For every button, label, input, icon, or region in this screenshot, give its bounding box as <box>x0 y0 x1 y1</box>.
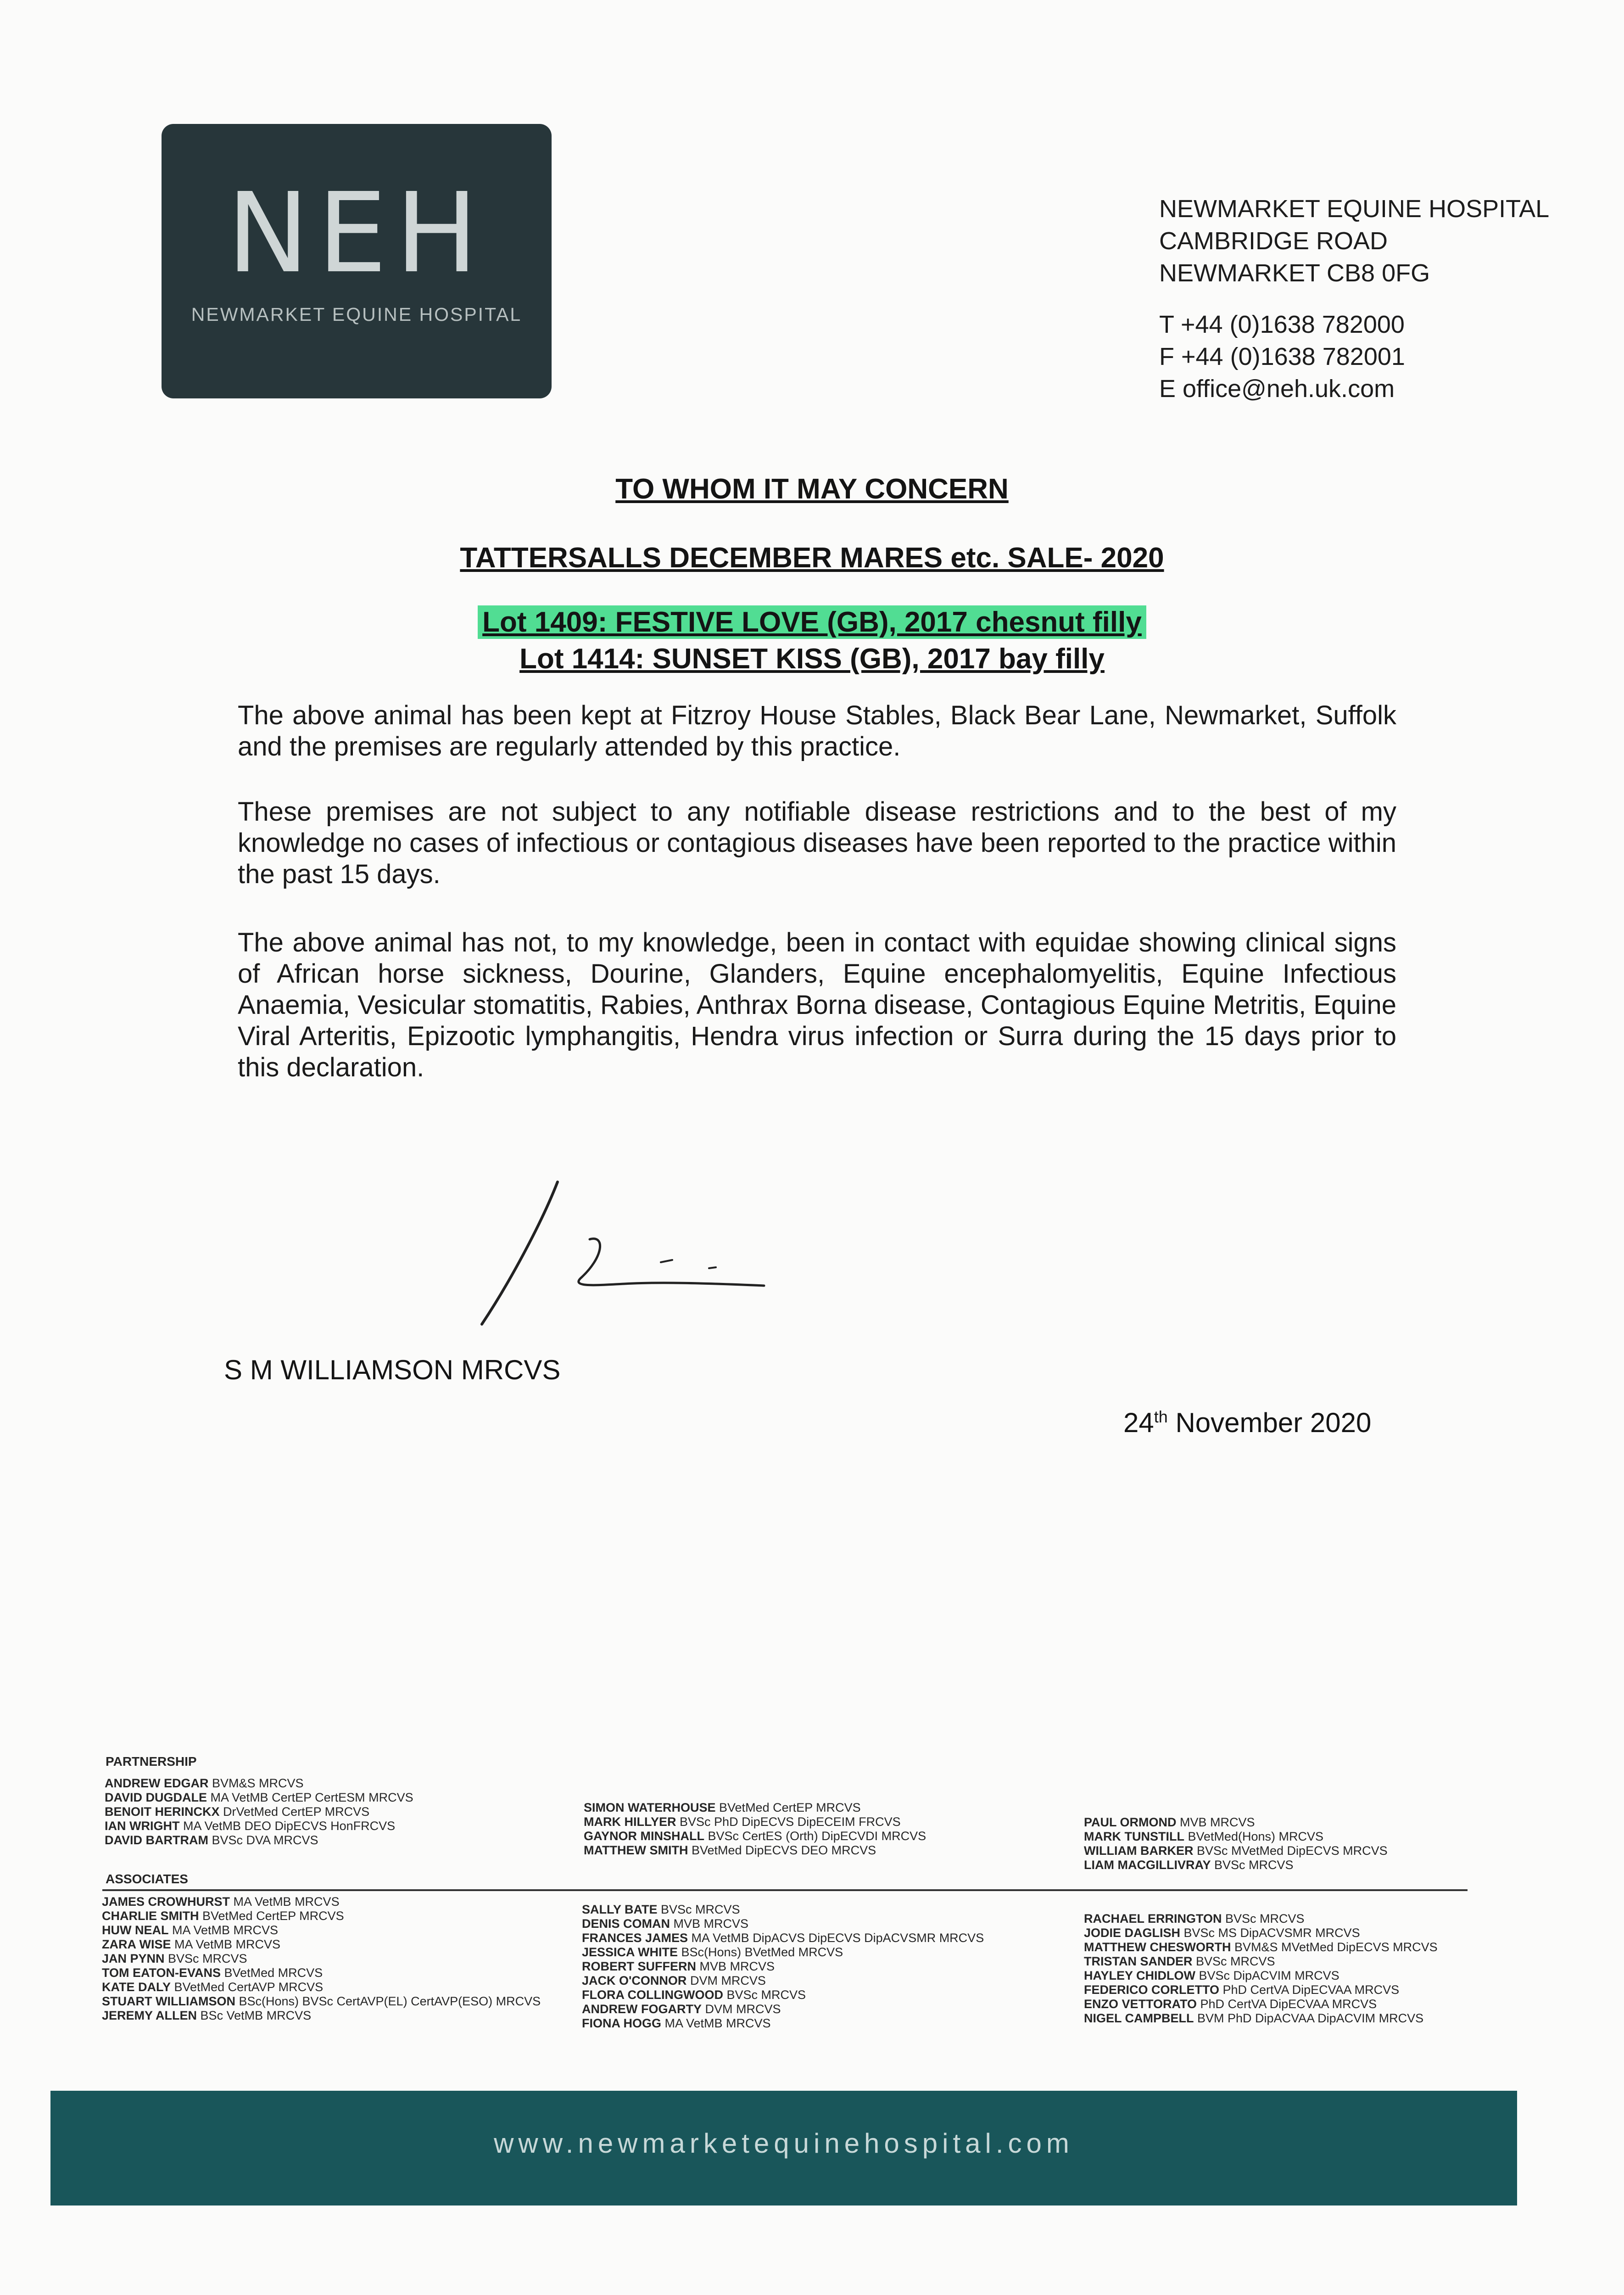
staff-qualifications: BVSc MRCVS <box>723 1988 806 2002</box>
staff-member <box>1084 1815 1388 1830</box>
fax-number: F +44 (0)1638 782001 <box>1159 343 1405 370</box>
staff-name: TRISTAN SANDER <box>1084 1954 1193 1968</box>
staff-name: BENOIT HERINCKX <box>105 1805 220 1819</box>
heading-sale: TATTERSALLS DECEMBER MARES etc. SALE- 2020 <box>460 542 1164 574</box>
address-line-1: NEWMARKET EQUINE HOSPITAL <box>1159 195 1550 223</box>
staff-qualifications: BSc(Hons) BVetMed MRCVS <box>678 1945 843 1959</box>
staff-name: JACK O'CONNOR <box>582 1974 687 1987</box>
staff-name: HAYLEY CHIDLOW <box>1084 1969 1196 1982</box>
staff-member <box>582 1917 984 1931</box>
staff-qualifications: MVB MRCVS <box>1176 1815 1255 1829</box>
staff-member <box>102 1966 541 1980</box>
staff-qualifications: BVSc MRCVS <box>164 1952 247 1965</box>
staff-name: ENZO VETTORATO <box>1084 1997 1197 2011</box>
staff-member <box>1084 1969 1438 1983</box>
staff-qualifications: BVetMed CertEP MRCVS <box>715 1801 861 1814</box>
staff-member <box>102 1980 541 1994</box>
staff-member <box>582 1988 984 2002</box>
staff-name: CHARLIE SMITH <box>102 1909 199 1923</box>
staff-qualifications: BVSc MS DipACVSMR MRCVS <box>1180 1926 1360 1940</box>
staff-member <box>582 2002 984 2016</box>
staff-qualifications: DVM MRCVS <box>701 2002 781 2016</box>
staff-qualifications: BSc VetMB MRCVS <box>197 2009 312 2022</box>
staff-member <box>1084 1954 1438 1969</box>
staff-qualifications: BSc(Hons) BVSc CertAVP(EL) CertAVP(ESO) MRCVS <box>235 1994 541 2008</box>
staff-name: DENIS COMAN <box>582 1917 670 1931</box>
staff-member <box>105 1791 413 1805</box>
staff-name: MARK TUNSTILL <box>1084 1830 1184 1843</box>
staff-name: JAN PYNN <box>102 1952 165 1965</box>
staff-name: STUART WILLIAMSON <box>102 1994 235 2008</box>
staff-name: FLORA COLLINGWOOD <box>582 1988 723 2002</box>
staff-qualifications: BVM PhD DipACVAA DipACVIM MRCVS <box>1194 2011 1424 2025</box>
footer-website: www.newmarketequinehospital.com <box>494 2128 1074 2159</box>
associates-title: ASSOCIATES <box>106 1872 188 1886</box>
partnership-title: PARTNERSHIP <box>106 1754 197 1769</box>
associates-column-2 <box>582 1903 984 2031</box>
logo-mark: NEH <box>227 169 486 297</box>
staff-member <box>1084 2011 1438 2026</box>
staff-qualifications: BVSc MRCVS <box>1192 1954 1275 1968</box>
staff-member <box>1084 1912 1438 1926</box>
staff-member <box>102 1923 541 1937</box>
staff-name: DAVID DUGDALE <box>105 1791 207 1804</box>
staff-qualifications: BVSc CertES (Orth) DipECVDI MRCVS <box>704 1829 926 1843</box>
staff-name: NIGEL CAMPBELL <box>1084 2011 1194 2025</box>
staff-qualifications: MA VetMB MRCVS <box>168 1923 279 1937</box>
staff-member <box>1084 1940 1438 1954</box>
staff-qualifications: BVM&S MVetMed DipECVS MRCVS <box>1231 1940 1438 1954</box>
staff-member <box>1084 1844 1388 1858</box>
staff-member <box>582 2016 984 2031</box>
staff-qualifications: BVSc DipACVIM MRCVS <box>1195 1969 1339 1982</box>
staff-qualifications: BVetMed(Hons) MRCVS <box>1184 1830 1324 1843</box>
staff-qualifications: MA VetMB DipACVS DipECVS DipACVSMR MRCVS <box>688 1931 984 1945</box>
address-line-2: CAMBRIDGE ROAD <box>1159 227 1388 255</box>
staff-name: JAMES CROWHURST <box>102 1895 230 1909</box>
heading-lot-1414: Lot 1414: SUNSET KISS (GB), 2017 bay filly <box>519 643 1105 675</box>
staff-name: FEDERICO CORLETTO <box>1084 1983 1220 1997</box>
staff-qualifications: DrVetMed CertEP MRCVS <box>219 1805 370 1819</box>
staff-member <box>1084 1858 1388 1872</box>
lot-1409-highlight: Lot 1409: FESTIVE LOVE (GB), 2017 chesnut filly <box>478 605 1146 639</box>
staff-name: PAUL ORMOND <box>1084 1815 1177 1829</box>
staff-name: MATTHEW CHESWORTH <box>1084 1940 1231 1954</box>
staff-qualifications: BVSc DVA MRCVS <box>208 1833 318 1847</box>
staff-member <box>1084 1997 1438 2011</box>
staff-name: FRANCES JAMES <box>582 1931 688 1945</box>
staff-qualifications: BVSc MRCVS <box>1211 1858 1294 1872</box>
staff-divider <box>102 1889 1468 1891</box>
footer-banner <box>50 2091 1517 2205</box>
staff-member <box>102 2009 541 2023</box>
signatory-name: S M WILLIAMSON MRCVS <box>224 1355 561 1385</box>
staff-qualifications: BVM&S MRCVS <box>208 1776 304 1790</box>
staff-qualifications: BVSc PhD DipECVS DipECEIM FRCVS <box>676 1815 901 1829</box>
staff-qualifications: MA VetMB DEO DipECVS HonFRCVS <box>179 1819 396 1833</box>
staff-member <box>1084 1926 1438 1940</box>
staff-qualifications: BVetMed CertAVP MRCVS <box>171 1980 324 1994</box>
staff-qualifications: MVB MRCVS <box>670 1917 749 1931</box>
staff-member <box>105 1805 413 1819</box>
staff-qualifications: PhD CertVA DipECVAA MRCVS <box>1197 1997 1377 2011</box>
staff-name: JEREMY ALLEN <box>102 2009 197 2022</box>
neh-logo <box>162 124 552 398</box>
staff-name: KATE DALY <box>102 1980 171 1994</box>
staff-name: RACHAEL ERRINGTON <box>1084 1912 1222 1926</box>
staff-name: JESSICA WHITE <box>582 1945 678 1959</box>
staff-member <box>584 1829 926 1843</box>
staff-qualifications: MA VetMB MRCVS <box>661 2016 771 2030</box>
staff-qualifications: PhD CertVA DipECVAA MRCVS <box>1219 1983 1400 1997</box>
staff-name: SALLY BATE <box>582 1903 658 1916</box>
staff-name: ANDREW FOGARTY <box>582 2002 702 2016</box>
staff-member <box>1084 1983 1438 1997</box>
staff-name: GAYNOR MINSHALL <box>584 1829 705 1843</box>
staff-qualifications: BVetMed MRCVS <box>221 1966 323 1980</box>
paragraph-stables: The above animal has been kept at Fitzroy House Stables, Black Bear Lane, Newmarket, Suffolk and the premises are regularly attended by this practice. <box>238 700 1396 761</box>
phone-number: T +44 (0)1638 782000 <box>1159 311 1405 338</box>
staff-name: ZARA WISE <box>102 1937 171 1951</box>
staff-qualifications: MA VetMB MRCVS <box>171 1937 281 1951</box>
staff-name: SIMON WATERHOUSE <box>584 1801 716 1814</box>
staff-qualifications: BVetMed DipECVS DEO MRCVS <box>688 1843 876 1857</box>
heading-lot-1409 <box>0 606 1624 638</box>
hospital-address <box>1159 193 1549 405</box>
staff-member <box>105 1833 413 1847</box>
paragraph-contact: The above animal has not, to my knowledge, been in contact with equidae showing clinical signs of African horse sickness, Dourine, Glanders, Equine encephalomyelitis, Equine Infectious Anaemia, Vesicular stomatitis, Rabies, Anthrax Borna disease, Contagious Equine Metritis, Equine Viral Arteritis, Epizootic lymphangitis, Hendra virus infection or Surra during the 15 days prior to this declaration. <box>238 928 1396 1082</box>
staff-member <box>584 1843 926 1858</box>
heading-to-whom: TO WHOM IT MAY CONCERN <box>615 473 1009 505</box>
staff-member <box>102 1895 541 1909</box>
staff-member <box>582 1945 984 1959</box>
staff-qualifications: MVB MRCVS <box>696 1959 775 1973</box>
staff-member <box>582 1974 984 1988</box>
staff-name: MARK HILLYER <box>584 1815 676 1829</box>
staff-member <box>102 1952 541 1966</box>
handwritten-signature <box>463 1173 803 1343</box>
associates-column-3 <box>1084 1912 1438 2026</box>
staff-qualifications: BVetMed CertEP MRCVS <box>199 1909 344 1923</box>
staff-member <box>582 1959 984 1974</box>
partners-column-3 <box>1084 1815 1388 1872</box>
address-line-3: NEWMARKET CB8 0FG <box>1159 259 1430 287</box>
staff-member <box>102 1937 541 1952</box>
staff-name: ANDREW EDGAR <box>105 1776 209 1790</box>
staff-member <box>582 1903 984 1917</box>
staff-member <box>584 1815 926 1829</box>
staff-name: HUW NEAL <box>102 1923 169 1937</box>
staff-qualifications: BVSc MRCVS <box>657 1903 740 1916</box>
email-address: E office@neh.uk.com <box>1159 375 1395 403</box>
letter-date: 24th November 2020 <box>1123 1407 1372 1438</box>
staff-qualifications: MA VetMB MRCVS <box>230 1895 340 1909</box>
staff-member <box>102 1994 541 2009</box>
staff-member <box>105 1819 413 1833</box>
paragraph-premises: These premises are not subject to any notifiable disease restrictions and to the best of my knowledge no cases of infectious or contagious diseases have been reported to the practice within the past 15 days. <box>238 797 1396 889</box>
staff-name: LIAM MACGILLIVRAY <box>1084 1858 1211 1872</box>
partners-column-2 <box>584 1801 926 1858</box>
staff-name: ROBERT SUFFERN <box>582 1959 696 1973</box>
staff-member <box>105 1776 413 1791</box>
staff-name: DAVID BARTRAM <box>105 1833 208 1847</box>
staff-qualifications: DVM MRCVS <box>686 1974 766 1987</box>
staff-name: JODIE DAGLISH <box>1084 1926 1181 1940</box>
associates-column-1 <box>102 1895 541 2023</box>
staff-member <box>1084 1830 1388 1844</box>
staff-name: FIONA HOGG <box>582 2016 661 2030</box>
staff-member <box>584 1801 926 1815</box>
staff-name: IAN WRIGHT <box>105 1819 180 1833</box>
staff-qualifications: BVSc MRCVS <box>1222 1912 1305 1926</box>
partners-column-1 <box>105 1776 413 1847</box>
staff-qualifications: MA VetMB CertEP CertESM MRCVS <box>207 1791 413 1804</box>
staff-member <box>102 1909 541 1923</box>
staff-qualifications: BVSc MVetMed DipECVS MRCVS <box>1193 1844 1388 1858</box>
logo-subtitle: NEWMARKET EQUINE HOSPITAL <box>191 304 522 325</box>
staff-name: MATTHEW SMITH <box>584 1843 688 1857</box>
staff-name: TOM EATON-EVANS <box>102 1966 221 1980</box>
staff-name: WILLIAM BARKER <box>1084 1844 1194 1858</box>
staff-member <box>582 1931 984 1945</box>
